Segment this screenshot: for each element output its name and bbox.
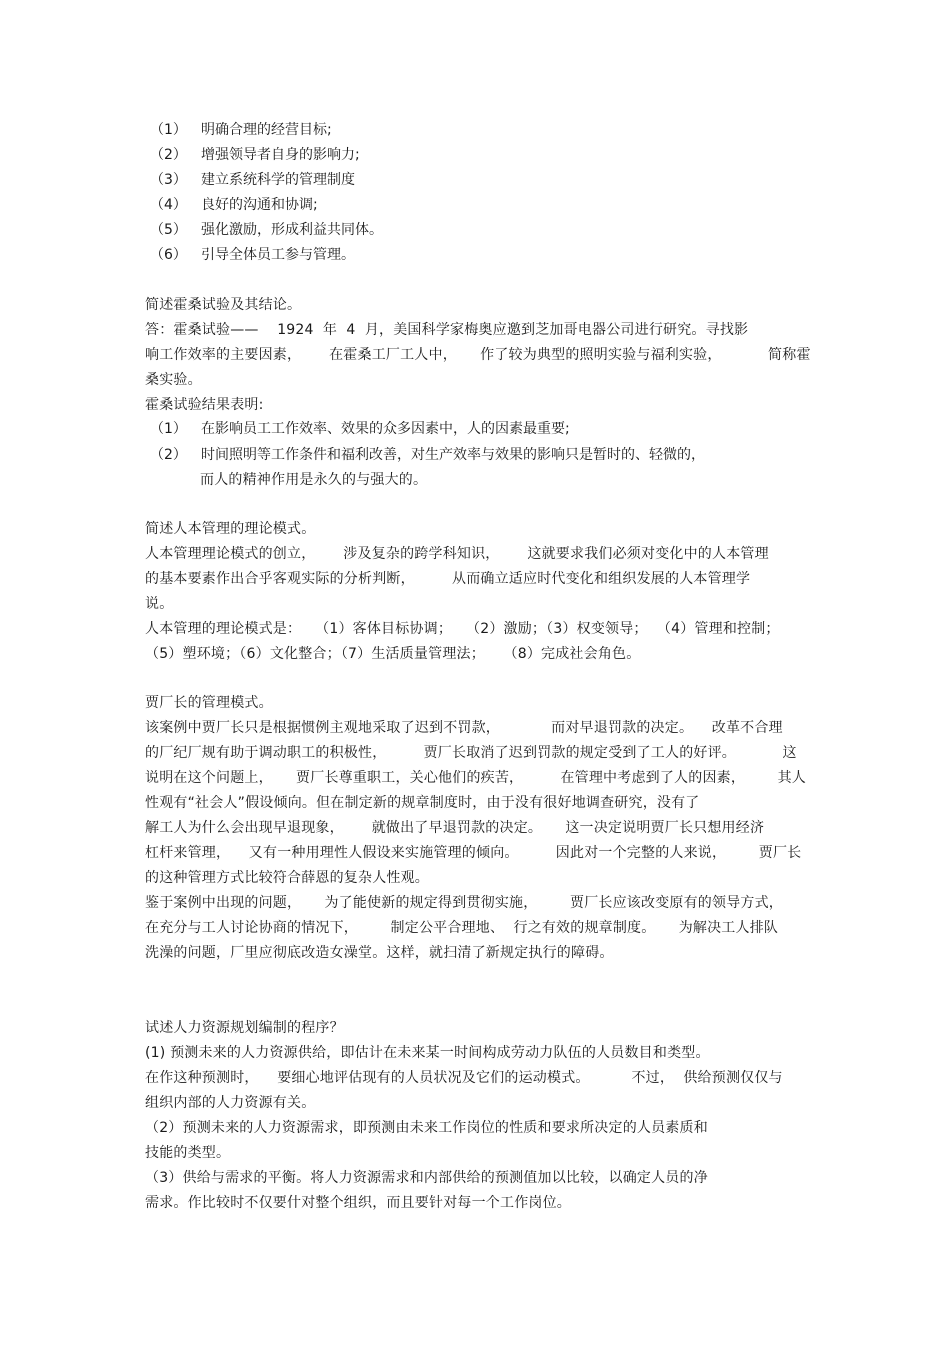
paragraph-line: 霍桑试验结果表明: bbox=[145, 397, 264, 413]
list-number: （1） bbox=[150, 122, 187, 138]
section-heading: 简述霍桑试验及其结论。 bbox=[145, 297, 302, 313]
section-heading: 简述人本管理的理论模式。 bbox=[145, 521, 316, 537]
list-item-text: 建立系统科学的管理制度 bbox=[201, 172, 355, 188]
paragraph-line: 解工人为什么会出现早退现象， 就做出了早退罚款的决定。 这一决定说明贾厂长只想用经济 bbox=[145, 820, 765, 836]
list-item-text: 引导全体员工参与管理。 bbox=[201, 247, 355, 263]
list-number: （2） bbox=[150, 147, 187, 163]
paragraph-line: 的厂纪厂规有助于调动职工的积极性， 贾厂长取消了迟到罚款的规定受到了工人的好评。 这 bbox=[145, 745, 797, 761]
paragraph-line: 需求。作比较时不仅要什对整个组织，而且要针对每一个工作岗位。 bbox=[145, 1195, 571, 1211]
list-number: （6） bbox=[150, 247, 187, 263]
list-item-text: 时间照明等工作条件和福利改善，对生产效率与效果的影响只是暂时的、轻微的， bbox=[201, 447, 705, 463]
paragraph-line: 杠杆来管理， 又有一种用理性人假设来实施管理的倾向。 因此对一个完整的人来说， 贾厂长 bbox=[145, 845, 802, 861]
paragraph-line: 响工作效率的主要因素， 在霍桑工厂工人中， 作了较为典型的照明实验与福利实验， 简称霍 bbox=[145, 347, 811, 363]
paragraph-line: 该案例中贾厂长只是根据惯例主观地采取了迟到不罚款， 而对早退罚款的决定。 改革不合理 bbox=[145, 720, 783, 736]
paragraph-line: 组织内部的人力资源有关。 bbox=[145, 1095, 316, 1111]
paragraph-line: （5）塑环境；（6）文化整合；（7）生活质量管理法； （8）完成社会角色。 bbox=[145, 646, 641, 662]
paragraph-line: 的这种管理方式比较符合薛恩的复杂人性观。 bbox=[145, 870, 429, 886]
list-item-text: 明确合理的经营目标; bbox=[201, 122, 332, 138]
paragraph-line: 说明在这个问题上， 贾厂长尊重职工，关心他们的疾苦， 在管理中考虑到了人的因素， 其人 bbox=[145, 770, 807, 786]
list-number: （4） bbox=[150, 197, 187, 213]
section-heading: 贾厂长的管理模式。 bbox=[145, 695, 273, 711]
list-number: （3） bbox=[150, 172, 187, 188]
list-number: （2） bbox=[150, 447, 187, 463]
paragraph-line: 说。 bbox=[145, 596, 174, 612]
list-number: （5） bbox=[150, 222, 187, 238]
paragraph-line: 桑实验。 bbox=[145, 372, 202, 388]
paragraph-line: 技能的类型。 bbox=[145, 1145, 231, 1161]
list-item-text: 增强领导者自身的影响力; bbox=[201, 147, 360, 163]
list-number: （1） bbox=[150, 421, 187, 437]
paragraph-line: 在作这种预测时， 要细心地评估现有的人员状况及它们的运动模式。 不过， 供给预测仅仅与 bbox=[145, 1070, 783, 1086]
paragraph-line: 人本管理理论模式的创立， 涉及复杂的跨学科知识， 这就要求我们必须对变化中的人本管理 bbox=[145, 546, 769, 562]
paragraph-line: (1) 预测未来的人力资源供给，即估计在未来某一时间构成劳动力队伍的人员数目和类型。 bbox=[145, 1045, 710, 1061]
section-heading: 试述人力资源规划编制的程序？ bbox=[145, 1020, 344, 1036]
paragraph-line: （3）供给与需求的平衡。将人力资源需求和内部供给的预测值加以比较，以确定人员的净 bbox=[145, 1170, 708, 1186]
paragraph-line: （2）预测未来的人力资源需求，即预测由未来工作岗位的性质和要求所决定的人员素质和 bbox=[145, 1120, 708, 1136]
paragraph-line: 鉴于案例中出现的问题， 为了能使新的规定得到贯彻实施， 贾厂长应该改变原有的领导方式， bbox=[145, 895, 783, 911]
paragraph-line: 的基本要素作出合乎客观实际的分析判断， 从而确立适应时代变化和组织发展的人本管理学 bbox=[145, 571, 751, 587]
list-item-text: 良好的沟通和协调; bbox=[201, 197, 318, 213]
list-item-text: 在影响员工工作效率、效果的众多因素中，人的因素最重要; bbox=[201, 421, 570, 437]
list-item-text: 强化激励，形成利益共同体。 bbox=[201, 222, 383, 238]
paragraph-line: 人本管理的理论模式是： （1）客体目标协调； （2）激励；（3）权变领导； （4）管理和控制； bbox=[145, 621, 780, 637]
paragraph-line: 洗澡的问题，厂里应彻底改造女澡堂。这样，就扫清了新规定执行的障碍。 bbox=[145, 945, 614, 961]
paragraph-line: 而人的精神作用是永久的与强大的。 bbox=[200, 472, 428, 488]
paragraph-line: 在充分与工人讨论协商的情况下， 制定公平合理地、 行之有效的规章制度。 为解决工人排队 bbox=[145, 920, 779, 936]
paragraph-line: 性观有“社会人”假设倾向。但在制定新的规章制度时，由于没有很好地调查研究，没有了 bbox=[145, 795, 700, 811]
paragraph-line: 答：霍桑试验—— 1924 年 4 月，美国科学家梅奥应邀到芝加哥电器公司进行研究。寻找影 bbox=[145, 322, 749, 338]
